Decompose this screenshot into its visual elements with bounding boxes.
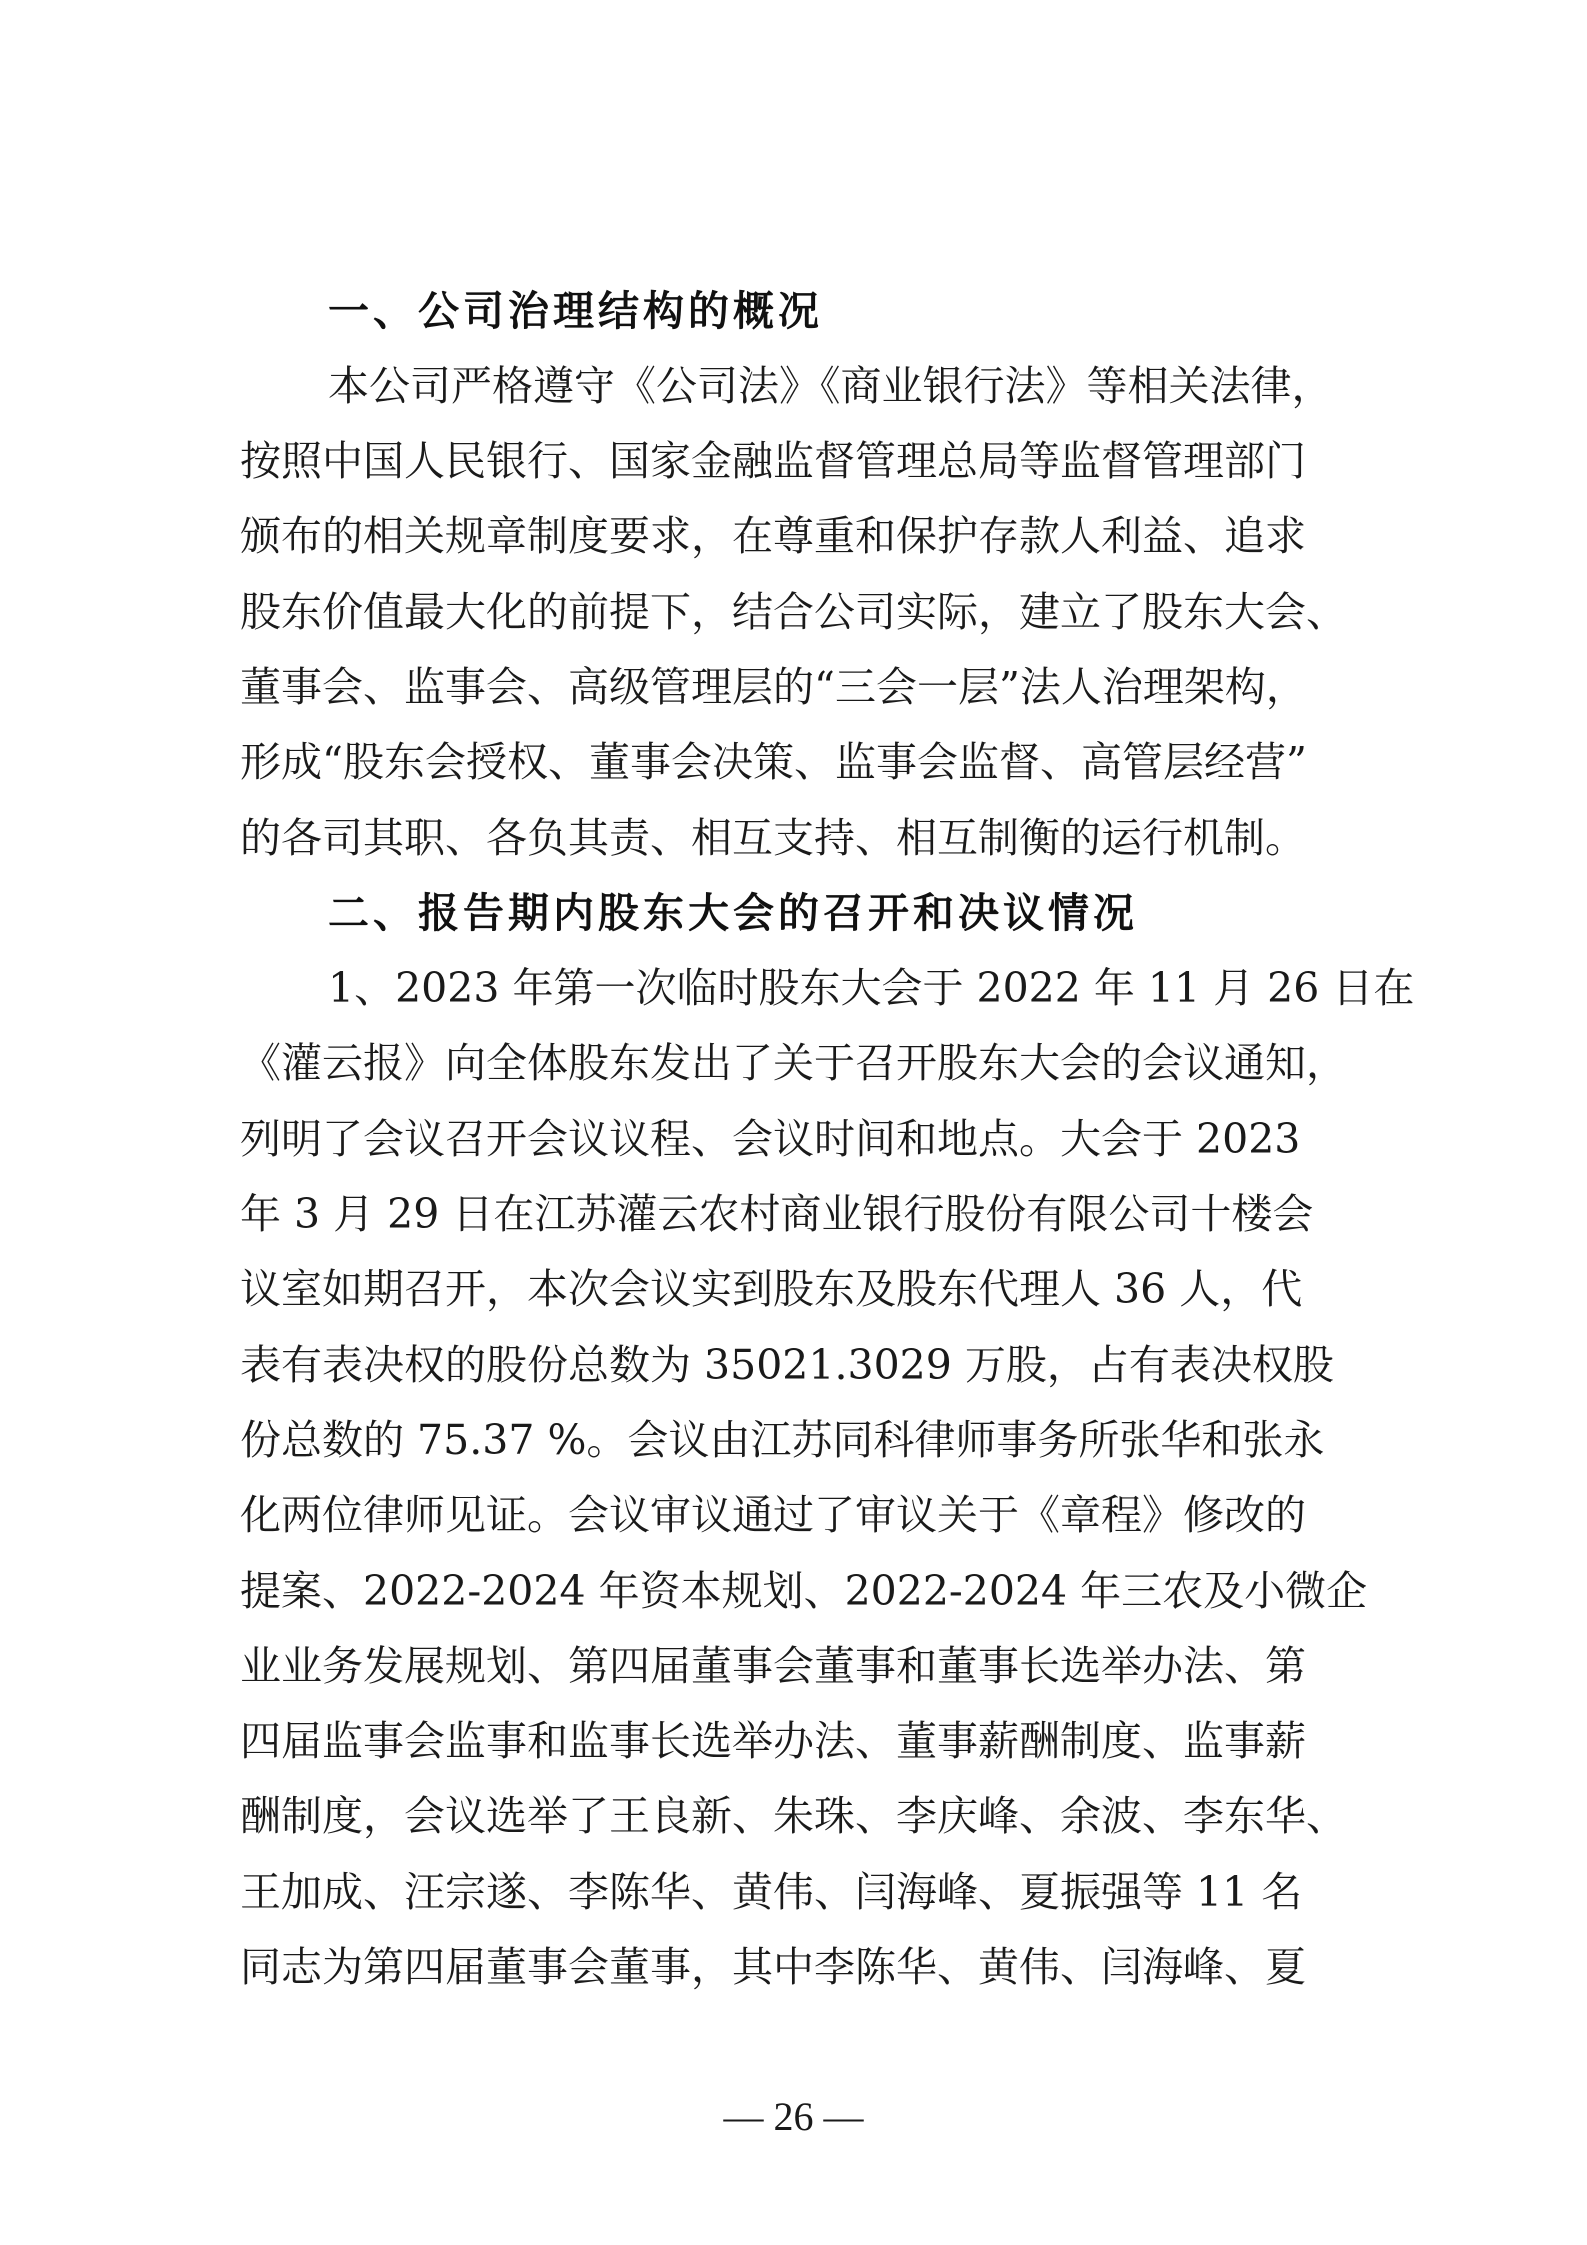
paragraph-line: 表有表决权的股份总数为 35021.3029 万股，占有表决权股 [240, 1341, 1334, 1389]
paragraph-line: 议室如期召开，本次会议实到股东及股东代理人 36 人，代 [240, 1265, 1303, 1313]
paragraph-line: 同志为第四届董事会董事，其中李陈华、黄伟、闫海峰、夏 [240, 1943, 1306, 1991]
paragraph-line: 股东价值最大化的前提下，结合公司实际，建立了股东大会、 [240, 588, 1347, 636]
paragraph-line: 化两位律师见证。会议审议通过了审议关于《章程》修改的 [240, 1491, 1306, 1539]
page-number: — 26 — [723, 2094, 864, 2139]
paragraph-line: 董事会、监事会、高级管理层的“三会一层”法人治理架构， [240, 663, 1307, 711]
paragraph-line: 酬制度，会议选举了王良新、朱珠、李庆峰、余波、李东华、 [240, 1792, 1347, 1840]
section-heading-2: 二、报告期内股东大会的召开和决议情况 [328, 889, 1138, 937]
paragraph-line: 《灌云报》向全体股东发出了关于召开股东大会的会议通知， [240, 1039, 1347, 1087]
paragraph-line: 本公司严格遵守《公司法》《商业银行法》等相关法律， [328, 362, 1333, 410]
paragraph-line: 列明了会议召开会议议程、会议时间和地点。大会于 2023 [240, 1115, 1301, 1163]
paragraph-line: 颁布的相关规章制度要求，在尊重和保护存款人利益、追求 [240, 512, 1306, 560]
paragraph-line: 按照中国人民银行、国家金融监督管理总局等监督管理部门 [240, 437, 1306, 485]
paragraph-line: 份总数的 75.37 %。会议由江苏同科律师事务所张华和张永 [240, 1416, 1325, 1464]
paragraph-line: 业业务发展规划、第四届董事会董事和董事长选举办法、第 [240, 1642, 1306, 1690]
paragraph-line: 四届监事会监事和监事长选举办法、董事薪酬制度、监事薪 [240, 1717, 1306, 1765]
paragraph-line: 1、2023 年第一次临时股东大会于 2022 年 11 月 26 日在 [328, 964, 1415, 1012]
paragraph-line: 年 3 月 29 日在江苏灌云农村商业银行股份有限公司十楼会 [240, 1190, 1314, 1238]
paragraph-line: 提案、2022-2024 年资本规划、2022-2024 年三农及小微企 [240, 1567, 1368, 1615]
paragraph-line: 王加成、汪宗遂、李陈华、黄伟、闫海峰、夏振强等 11 名 [240, 1868, 1303, 1916]
paragraph-line: 形成“股东会授权、董事会决策、监事会监督、高管层经营” [240, 738, 1307, 786]
paragraph-line: 的各司其职、各负其责、相互支持、相互制衡的运行机制。 [240, 814, 1306, 862]
section-heading-1: 一、公司治理结构的概况 [328, 287, 823, 335]
